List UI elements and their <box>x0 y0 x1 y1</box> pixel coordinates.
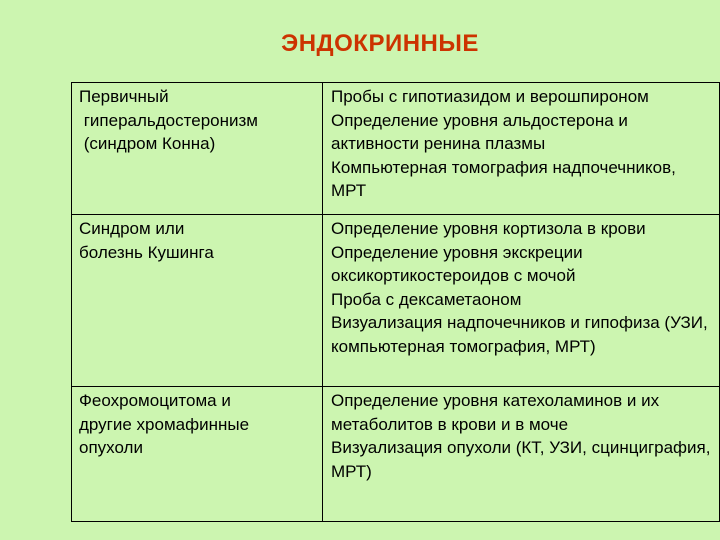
disease-line: гиперальдостеронизм <box>79 110 258 130</box>
disease-line: болезнь Кушинга <box>79 242 214 262</box>
test-item: Пробы с гипотиазидом и верошпироном <box>331 87 649 106</box>
table-row <box>72 387 720 522</box>
endocrine-table <box>71 82 720 522</box>
test-item: Определение уровня альдостерона и активности ренина плазмы <box>331 110 628 153</box>
table-row <box>72 83 720 215</box>
test-item: Определение уровня катехоламинов и их метаболитов в крови и в моче <box>331 391 660 434</box>
disease-cell <box>72 215 323 387</box>
disease-line: (синдром Конна) <box>79 134 216 153</box>
disease-cell <box>72 387 323 522</box>
table-row <box>72 215 720 387</box>
disease-cell <box>72 83 323 215</box>
disease-line: Первичный <box>79 87 169 106</box>
test-item: Визуализация надпочечников и гипофиза (УЗИ, компьютерная томография, МРТ) <box>331 313 708 356</box>
disease-line: другие хромафинные <box>79 414 250 434</box>
test-item: Определение уровня экскреции оксикортикостероидов с мочой <box>331 242 583 285</box>
disease-line: опухоли <box>79 438 143 457</box>
tests-cell <box>323 387 720 522</box>
tests-cell <box>323 83 720 215</box>
test-item: Визуализация опухоли (КТ, УЗИ, сцинциграфия, МРТ) <box>331 438 711 481</box>
disease-line: Синдром или <box>79 219 185 238</box>
tests-cell <box>323 215 720 387</box>
test-item: Определение уровня кортизола в крови <box>331 219 646 238</box>
page-title: ЭНДОКРИННЫЕ <box>281 30 479 57</box>
test-item: Проба с дексаметаоном <box>331 289 522 309</box>
disease-line: Феохромоцитома и <box>79 391 231 410</box>
test-item: Компьютерная томография надпочечников, МРТ <box>331 157 676 200</box>
